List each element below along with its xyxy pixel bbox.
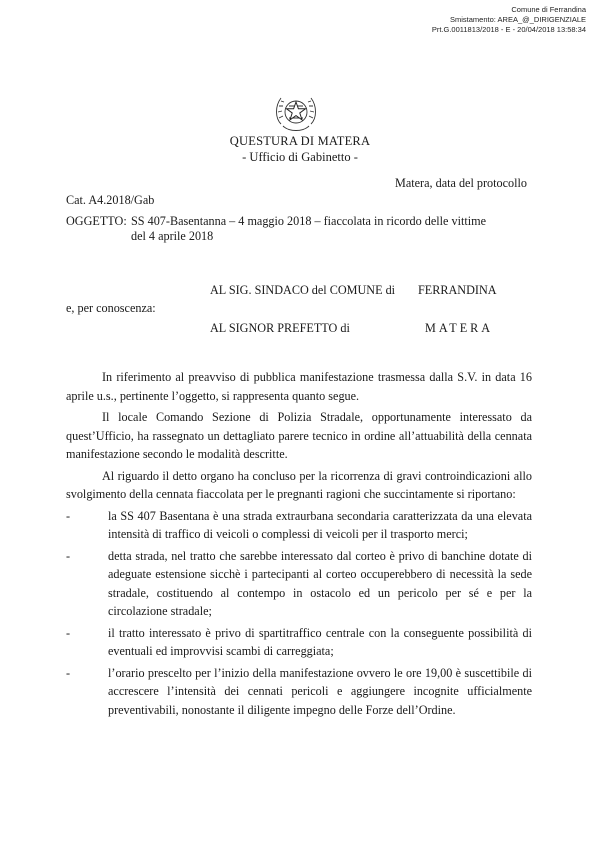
reasons-list [66,507,532,720]
list-item [66,624,532,661]
place-date: Matera, data del protocollo [395,176,527,190]
office-title: QUESTURA DI MATERA [229,134,371,148]
office-department: - Ufficio di Gabinetto - [242,150,358,164]
list-item [66,507,532,544]
list-item [66,664,532,720]
list-item [66,547,532,621]
subject-line-1: SS 407-Basentanna – 4 maggio 2018 – fiaccolata in ricordo delle vittime [131,214,487,228]
stamp-line-municipality: Comune di Ferrandina [511,5,586,14]
letter-body [66,368,532,722]
italian-republic-emblem-icon [271,88,321,136]
category-code: Cat. A4.2018/Gab [66,193,155,207]
body-paragraph-1: In riferimento al preavviso di pubblica manifestazione trasmessa dalla S.V. in data 16 aprile u.s., pertinente l’oggetto, si rappresenta quanto segue. [66,370,532,403]
body-paragraph-3: Al riguardo il detto organo ha concluso per la ricorrenza di gravi controindicazioni allo svolgimento della cennata fiaccolata per le pregnanti ragioni che succintamente si riportano: [66,468,532,501]
bullet-dash: - [66,665,71,680]
recipient-prefect: AL SIGNOR PREFETTO di [210,321,350,335]
recipient-mayor: AL SIG. SINDACO del COMUNE di [210,283,396,297]
subject-label: OGGETTO: [66,214,127,228]
recipient-mayor-city: FERRANDINA [418,283,497,297]
recipient-prefect-city: MATERA [425,321,494,335]
list-item-text: il tratto interessato è privo di spartitraffico centrale con la conseguente possibilità di eventuali ed improvvisi scambi di carreggiata; [108,625,532,658]
list-item-text: detta strada, nel tratto che sarebbe interessato dal corteo è privo di banchine dotate di adeguate estensione sicchè i partecipanti al corteo occuperebbero di necessità la sede stradale, costituendo al contempo in ostacolo ed un pericolo per sé e per la circolazione stradale; [108,548,532,618]
stamp-line-protocol: Prt.G.0011813/2018 - E - 20/04/2018 13:58:34 [431,25,586,34]
bullet-dash: - [66,625,71,640]
bullet-dash: - [66,508,71,523]
list-item-text: la SS 407 Basentana è una strada extraurbana secondaria caratterizzata da una elevata intensità di traffico di veicoli o complessi di veicoli per il trasporto merci; [108,508,532,541]
subject-line-2: del 4 aprile 2018 [131,229,214,243]
bullet-dash: - [66,548,71,563]
protocol-stamp [326,5,586,35]
stamp-line-sorting: Smistamento: AREA_@_DIRIGENZIALE [450,15,586,24]
cc-label: e, per conoscenza: [66,301,156,315]
list-item-text: l’orario prescelto per l’inizio della manifestazione ovvero le ore 19,00 è suscettibile di accrescere l’intensità dei cennati pericoli e aggiungere incognite ufficialmente preventivabili, nonostante il diligente impegno delle Forze dell’Ordine. [108,665,532,717]
body-paragraph-2: Il locale Comando Sezione di Polizia Stradale, opportunamente interessato da quest’Ufficio, ha rassegnato un dettagliato parere tecnico in ordine all’attuabilità della cennata manifestazione secondo le modalità descritte. [66,410,532,461]
